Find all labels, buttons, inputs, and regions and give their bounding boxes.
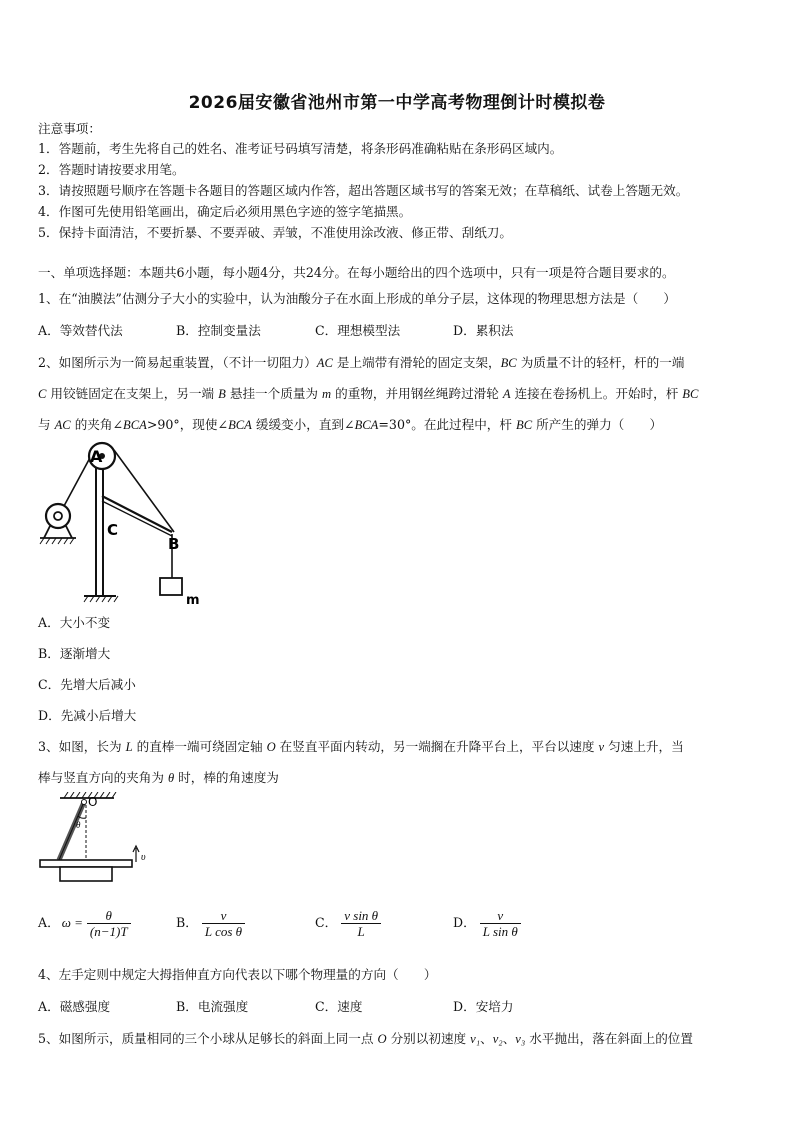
label-v: υ <box>141 852 146 863</box>
q1-option-a: A．等效替代法 <box>38 323 123 338</box>
q3-option-d: D． $\frac{v}{\text{L sin θ}}$ <box>453 908 521 939</box>
notice-item: 3．请按照题号顺序在答题卡各题目的答题区域内作答，超出答题区域书写的答案无效；在草稿纸、试卷上答题无效。 <box>38 183 689 198</box>
notice-item: 5．保持卡面清洁，不要折暴、不要弄破、弄皱，不准使用涂改液、修正带、刮纸刀。 <box>38 225 512 240</box>
notice-item: 1．答题前，考生先将自己的姓名、准考证号码填写清楚，将条形码准确粘贴在条形码区域内。 <box>38 141 563 156</box>
q4-option-b: B．电流强度 <box>176 999 249 1014</box>
q2-stem-line3: 与 AC 的夹角∠BCA>90°，现使∠BCA 缓缓变小，直到∠BCA=30°。在此过程中，杆 BC 所产生的弹力（ ） <box>38 417 663 432</box>
q2-option-b: B．逐渐增大 <box>38 646 111 661</box>
label-o: O <box>88 795 98 809</box>
q3-stem-line1: 3、如图，长为 L 的直棒一端可绕固定轴 O 在竖直平面内转动，另一端搁在升降平台上，平台以速度 v 匀速上升，当 <box>38 739 684 754</box>
label-theta: θ <box>76 820 81 830</box>
q4-option-a: A．磁感强度 <box>38 999 111 1014</box>
label-a: A <box>90 447 103 466</box>
section-heading: 一、单项选择题：本题共6小题，每小题4分，共24分。在每小题给出的四个选项中，只有一项是符合题目要求的。 <box>38 265 675 280</box>
q5-stem: 5、如图所示，质量相同的三个小球从足够长的斜面上同一点 O 分别以初速度 v₁、v₂、v₃ 水平抛出，落在斜面上的位置 <box>38 1031 693 1046</box>
q1-option-c: C．理想模型法 <box>315 323 401 338</box>
q3-option-a: A． ω = $\frac{\theta}{(n-1)T}$ <box>38 908 131 939</box>
q3-stem-line2: 棒与竖直方向的夹角为 θ 时，棒的角速度为 <box>38 770 279 785</box>
q1-stem: 1、在“油膜法”估测分子大小的实验中，认为油酸分子在水面上形成的单分子层，这体现的物理思想方法是（ ） <box>38 291 676 306</box>
q4-option-d: D．安培力 <box>453 999 514 1014</box>
q4-option-c: C．速度 <box>315 999 363 1014</box>
label-c: C <box>107 521 119 539</box>
q2-option-c: C．先增大后减小 <box>38 677 136 692</box>
q3-option-b: B． $\frac{v}{\text{L cos θ}}$ <box>176 908 245 939</box>
q3-option-c: C． $\frac{\text{v sin θ}}{L}$ <box>315 908 381 939</box>
q1-option-d: D．累积法 <box>453 323 514 338</box>
q4-stem: 4、左手定则中规定大拇指伸直方向代表以下哪个物理量的方向（ ） <box>38 967 437 982</box>
page-title: 2026届安徽省池州市第一中学高考物理倒计时模拟卷 <box>188 93 606 113</box>
q2-option-d: D．先减小后增大 <box>38 708 137 723</box>
q2-option-a: A．大小不变 <box>38 615 111 630</box>
notice-heading: 注意事项： <box>38 121 101 136</box>
notice-item: 2．答题时请按要求用笔。 <box>38 162 185 177</box>
q1-option-b: B．控制变量法 <box>176 323 261 338</box>
notice-item: 4．作图可先使用铅笔画出，确定后必须用黑色字迹的签字笔描黑。 <box>38 204 412 219</box>
q2-stem-line1: 2、如图所示为一简易起重装置，（不计一切阻力）AC 是上端带有滑轮的固定支架，BC 为质量不计的轻杆，杆的一端 <box>38 355 685 370</box>
q2-stem-line2: C 用铰链固定在支架上，另一端 B 悬挂一个质量为 m 的重物，并用钢丝绳跨过滑轮 A 连接在卷扬机上。开始时，杆 BC <box>38 386 699 401</box>
label-b: B <box>168 535 180 553</box>
crane-diagram <box>36 440 216 610</box>
rod-platform-diagram <box>36 792 156 892</box>
label-m: m <box>186 593 200 608</box>
